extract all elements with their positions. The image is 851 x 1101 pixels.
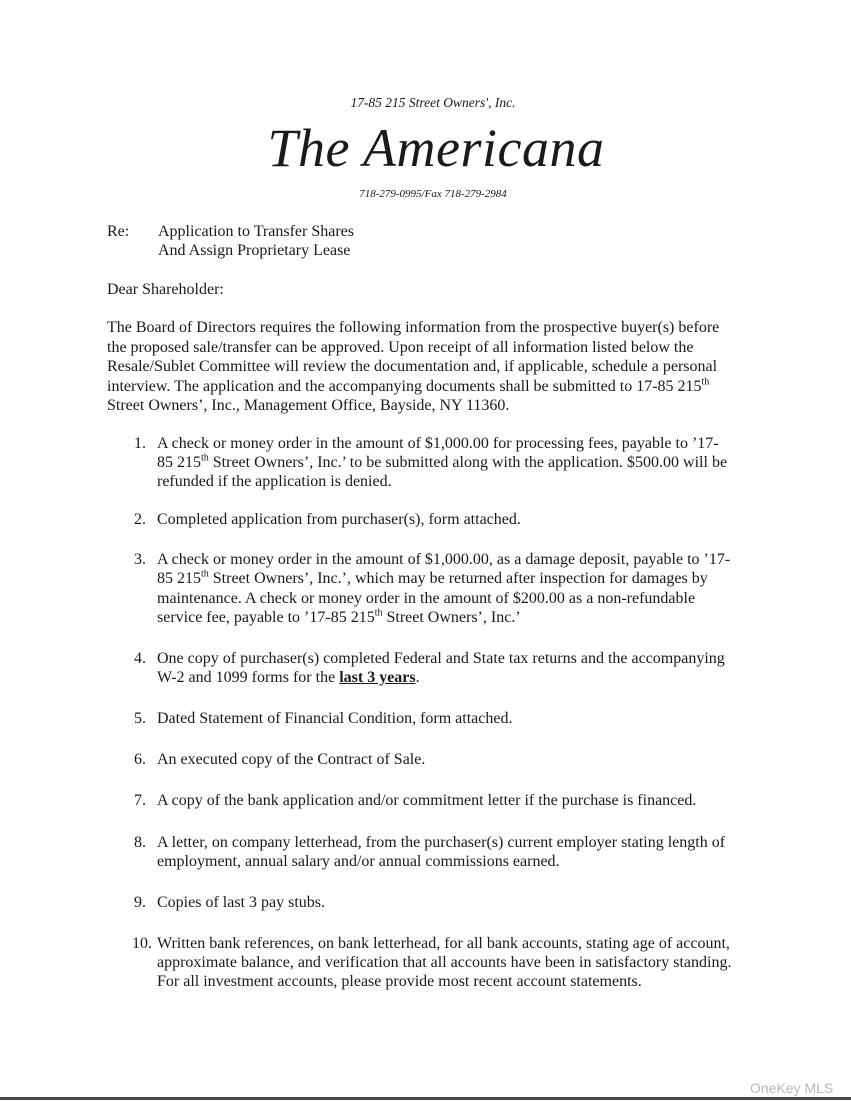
item-7-line-1: A copy of the bank application and/or commitment letter if the purchase is financed. bbox=[157, 792, 697, 809]
item-4-line-2 bbox=[157, 668, 420, 688]
intro-line-5: Street Owners’, Inc., Management Office, Bayside, NY 11360. bbox=[107, 397, 510, 414]
item-4-line-1: One copy of purchaser(s) completed Federal and State tax returns and the accompanying bbox=[157, 650, 725, 667]
item-number: 4. bbox=[134, 650, 146, 667]
item-4-line-2-a: W-2 and 1099 forms for the bbox=[157, 669, 340, 686]
item-8-line-2: employment, annual salary and/or annual commissions earned. bbox=[157, 853, 560, 870]
intro-line-4-sup: th bbox=[701, 376, 710, 388]
watermark: OneKey MLS bbox=[750, 1080, 834, 1096]
item-4-line-2-b: . bbox=[415, 669, 420, 686]
item-1-line-1: A check or money order in the amount of $1,000.00 for processing fees, payable to ’17- bbox=[157, 435, 719, 452]
item-6-line-1: An executed copy of the Contract of Sale. bbox=[157, 751, 426, 768]
item-3-line-1: A check or money order in the amount of $1,000.00, as a damage deposit, payable to ’17- bbox=[157, 551, 731, 568]
item-number: 5. bbox=[134, 710, 146, 727]
item-10-line-3: For all investment accounts, please provide most recent account statements. bbox=[157, 973, 642, 990]
contact-numbers: 718-279-0995/Fax 718-279-2984 bbox=[359, 188, 507, 200]
item-3-line-2-sup: th bbox=[201, 568, 209, 580]
intro-line-4-text: interview. The application and the accompanying documents shall be submitted to 17-85 215 bbox=[107, 378, 702, 395]
item-3-line-2 bbox=[157, 569, 708, 589]
item-number: 6. bbox=[134, 751, 146, 768]
item-number: 7. bbox=[134, 792, 146, 809]
item-3-line-4 bbox=[157, 608, 521, 628]
letterhead-title: The Americana bbox=[267, 118, 605, 178]
item-1-line-3: refunded if the application is denied. bbox=[157, 473, 392, 490]
re-label: Re: bbox=[107, 223, 130, 240]
intro-line-4 bbox=[107, 377, 709, 397]
item-3-line-2-a: 85 215 bbox=[157, 570, 201, 587]
item-1-line-2 bbox=[157, 453, 727, 473]
item-number: 8. bbox=[134, 834, 146, 851]
item-3-line-3: maintenance. A check or money order in the amount of $200.00 as a non-refundable bbox=[157, 590, 696, 607]
item-3-line-4-b: Street Owners’, Inc.’ bbox=[382, 609, 521, 626]
item-1-line-2-b: Street Owners’, Inc.’ to be submitted along with the application. $500.00 will be bbox=[208, 454, 728, 471]
re-line-1: Application to Transfer Shares bbox=[158, 223, 354, 240]
item-1-line-2-sup: th bbox=[201, 452, 209, 464]
salutation: Dear Shareholder: bbox=[107, 281, 224, 298]
page-bottom-edge bbox=[0, 1097, 851, 1100]
item-3-line-4-sup: th bbox=[374, 607, 383, 619]
item-number: 10. bbox=[132, 935, 152, 952]
intro-line-1: The Board of Directors requires the following information from the prospective buyer(s) before bbox=[107, 319, 720, 336]
item-9-line-1: Copies of last 3 pay stubs. bbox=[157, 894, 325, 911]
item-number: 1. bbox=[134, 435, 146, 452]
item-4-emphasis: last 3 years bbox=[339, 669, 416, 686]
item-10-line-2: approximate balance, and verification that all accounts have been in satisfactory standing. bbox=[157, 954, 732, 971]
item-5-line-1: Dated Statement of Financial Condition, form attached. bbox=[157, 710, 513, 727]
item-10-line-1: Written bank references, on bank letterhead, for all bank accounts, stating age of account, bbox=[157, 935, 730, 952]
owner-name: 17-85 215 Street Owners', Inc. bbox=[350, 95, 516, 110]
item-3-line-2-b: Street Owners’, Inc.’, which may be returned after inspection for damages by bbox=[208, 570, 708, 587]
item-number: 2. bbox=[134, 511, 146, 528]
item-8-line-1: A letter, on company letterhead, from the purchaser(s) current employer stating length of bbox=[157, 834, 726, 851]
item-3-line-4-a: service fee, payable to ’17-85 215 bbox=[157, 609, 375, 626]
item-number: 9. bbox=[134, 894, 146, 911]
intro-line-2: the proposed sale/transfer can be approved. Upon receipt of all information listed below the bbox=[107, 339, 694, 356]
item-2-line-1: Completed application from purchaser(s), form attached. bbox=[157, 511, 521, 528]
re-line-2: And Assign Proprietary Lease bbox=[158, 242, 351, 259]
item-1-line-2-a: 85 215 bbox=[157, 454, 201, 471]
item-number: 3. bbox=[134, 551, 146, 568]
intro-line-3: Resale/Sublet Committee will review the documentation and, if applicable, schedule a personal bbox=[107, 358, 718, 375]
